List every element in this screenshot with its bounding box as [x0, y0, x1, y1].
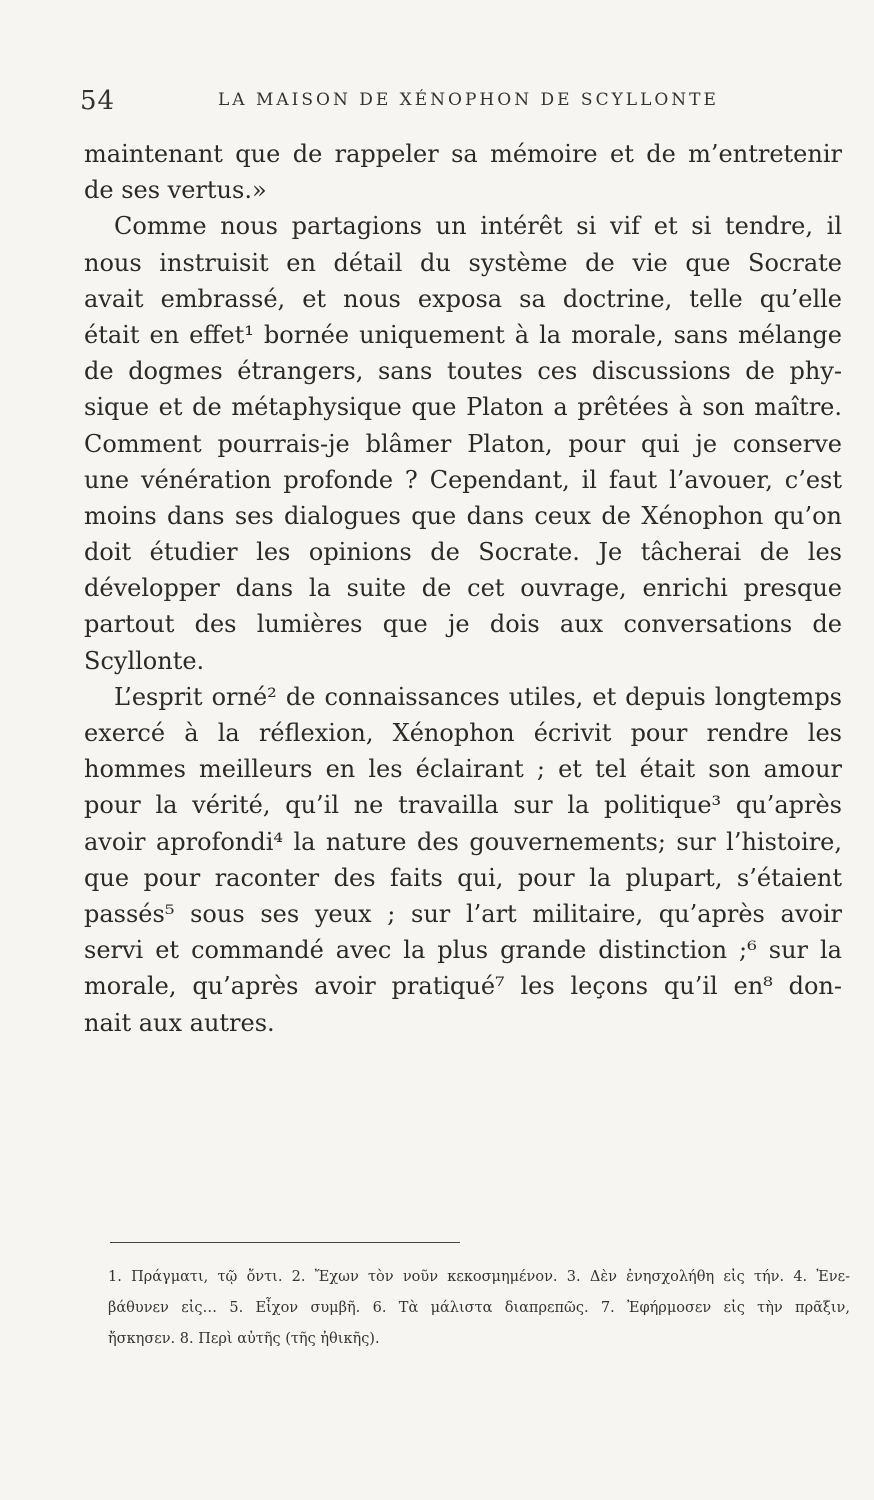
page-header — [80, 86, 780, 116]
text-line: Comment pourrais-je blâmer Platon, pour qui je conserve — [84, 429, 842, 458]
text-line: avait embrassé, et nous exposa sa doctrine, telle qu’elle — [84, 284, 842, 313]
text-line: hommes meilleurs en les éclairant ; et tel était son amour — [84, 755, 842, 784]
footnotes — [108, 1262, 850, 1355]
text-line: nait aux autres. — [84, 1008, 275, 1037]
text-line: exercé à la réflexion, Xénophon écrivit pour rendre les — [84, 719, 842, 747]
text-line: développer dans la suite de cet ouvrage, enrichi presque — [84, 574, 842, 603]
text-line: de ses vertus.» — [84, 176, 267, 205]
text-line: de dogmes étrangers, sans toutes ces discussions de phy- — [84, 357, 842, 386]
footnote-line: ἤσκησεν. 8. Περὶ αὐτῆς (τῆς ἠθικῆς). — [108, 1331, 380, 1347]
body-text — [84, 136, 842, 1041]
text-line: était en effet¹ bornée uniquement à la morale, sans mélange — [84, 320, 842, 349]
text-line: Comme nous partagions un intérêt si vif et si tendre, il — [114, 212, 842, 241]
text-line: servi et commandé avec la plus grande distinction ;⁶ sur la — [84, 936, 842, 965]
text-line: une vénération profonde ? Cependant, il faut l’avouer, c’est — [84, 465, 842, 494]
text-line: L’esprit orné² de connaissances utiles, et depuis longtemps — [114, 682, 842, 711]
running-title: LA MAISON DE XÉNOPHON DE SCYLLONTE — [218, 90, 719, 110]
footnote-divider — [110, 1242, 460, 1243]
text-line: que pour raconter des faits qui, pour la plupart, s’étaient — [84, 863, 842, 892]
text-line: avoir aprofondi⁴ la nature des gouvernements; sur l’histoire, — [84, 827, 842, 856]
text-line: maintenant que de rappeler sa mémoire et de m’entretenir — [84, 140, 842, 168]
text-line: passés⁵ sous ses yeux ; sur l’art militaire, qu’après avoir — [84, 899, 842, 928]
footnote-line: βάθυνεν εἰς… 5. Εἶχον συμβῆ. 6. Τὰ μάλιστα διαπρεπῶς. 7. Ἐφήρμοσεν εἰς τὴν πρᾶξιν, — [108, 1300, 850, 1316]
text-line: morale, qu’après avoir pratiqué⁷ les leçons qu’il en⁸ don- — [84, 972, 842, 1001]
text-line: nous instruisit en détail du système de vie que Socrate — [84, 248, 842, 277]
text-line: moins dans ses dialogues que dans ceux de Xénophon qu’on — [84, 501, 842, 530]
footnote-line: 1. Πράγματι, τῷ ὄντι. 2. Ἔχων τὸν νοῦν κεκοσμημένον. 3. Δὲν ἐνησχολήθη εἰς τήν. 4. Ἐνε- — [108, 1269, 850, 1285]
text-line: pour la vérité, qu’il ne travailla sur la politique³ qu’après — [84, 791, 842, 820]
text-line: sique et de métaphysique que Platon a prêtées à son maître. — [84, 393, 842, 422]
text-line: partout des lumières que je dois aux conversations de — [84, 610, 842, 639]
text-line: doit étudier les opinions de Socrate. Je tâcherai de les — [84, 538, 842, 567]
text-line: Scyllonte. — [84, 646, 205, 675]
page-number: 54 — [80, 86, 116, 116]
